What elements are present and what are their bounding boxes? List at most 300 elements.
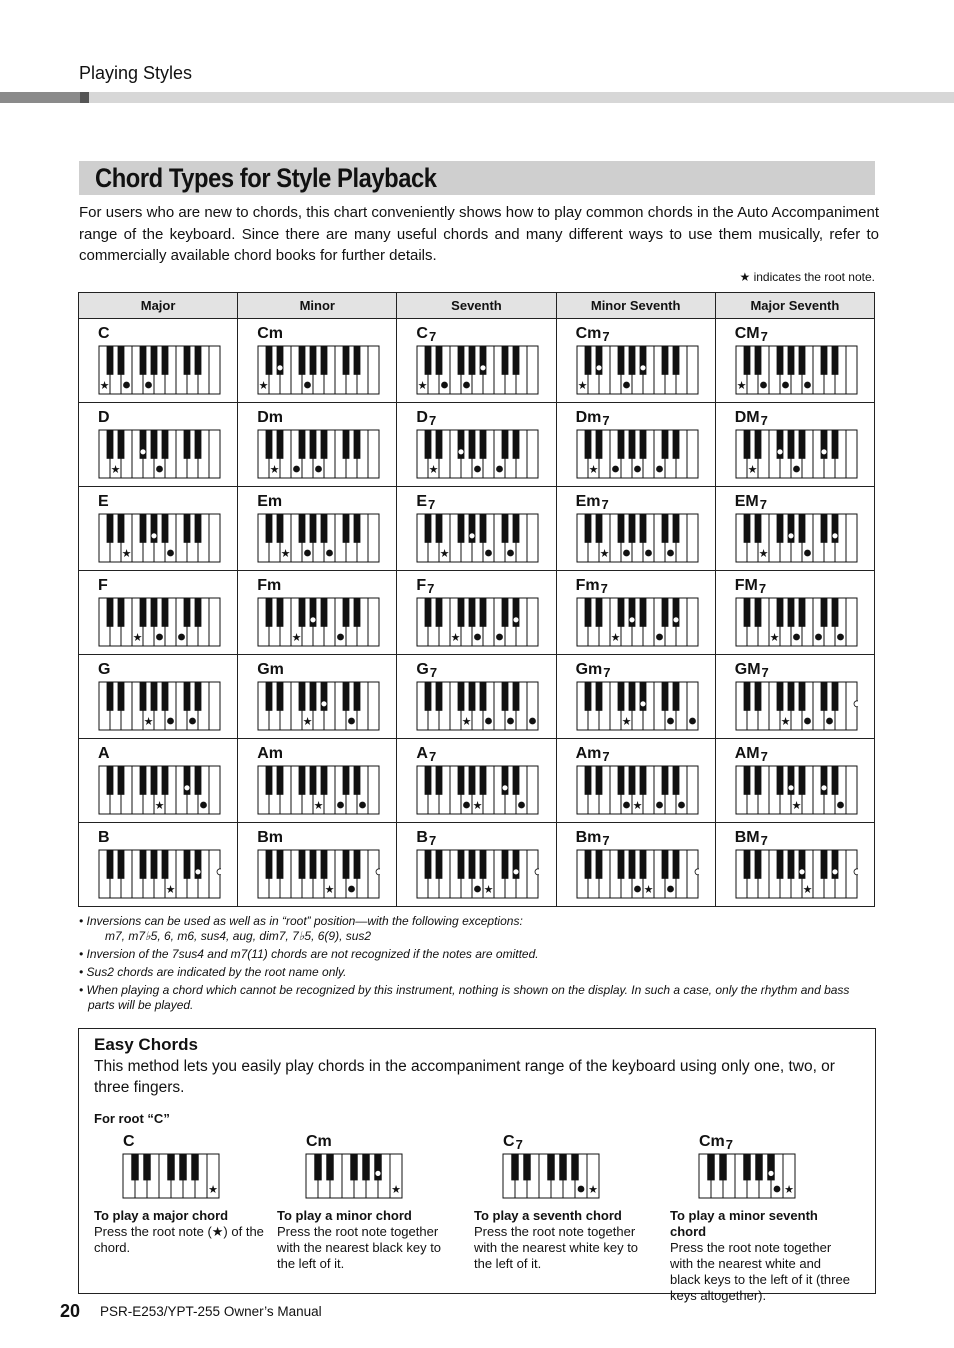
chord-keyboard xyxy=(257,513,380,568)
black-key xyxy=(787,682,794,711)
chord-name-base: DM xyxy=(734,409,760,426)
chord-keyboard xyxy=(735,429,858,484)
easy-chord-heading: To play a seventh chord xyxy=(474,1208,622,1223)
chord-keyboard xyxy=(576,849,699,904)
key-dot xyxy=(486,550,492,556)
chord-name-base: F xyxy=(98,577,108,594)
chord-cell-content xyxy=(557,571,715,654)
easy-chord-caption xyxy=(474,1208,654,1272)
black-key xyxy=(787,850,794,879)
chord-name-base: D xyxy=(416,409,428,426)
chord-name-base: Am xyxy=(257,745,283,762)
black-key xyxy=(639,766,646,795)
chord-name-suffix: 7 xyxy=(602,833,610,848)
black-key xyxy=(831,682,838,711)
chord-keyboard xyxy=(576,765,699,820)
black-key xyxy=(661,850,668,879)
black-key xyxy=(362,1154,369,1180)
black-key xyxy=(140,850,147,879)
chord-name xyxy=(576,577,608,595)
black-key xyxy=(162,850,169,879)
root-star-icon: ★ xyxy=(391,1183,401,1196)
keyboard-diagram xyxy=(735,681,858,731)
black-key xyxy=(628,766,635,795)
note-item: • Inversion of the 7sus4 and m7(11) chords are not recognized if the notes are omitted. xyxy=(79,947,539,961)
key-dot xyxy=(349,718,355,724)
key-dot xyxy=(157,466,163,472)
black-key xyxy=(595,598,602,627)
white-key xyxy=(209,598,220,646)
keyboard-diagram xyxy=(735,429,858,479)
black-key xyxy=(628,430,635,459)
chord-cell-content xyxy=(397,655,555,738)
black-key xyxy=(343,514,350,543)
chord-cell xyxy=(556,319,715,403)
chord-name xyxy=(257,661,285,679)
chord-cell-content xyxy=(557,319,715,402)
key-dot xyxy=(168,718,174,724)
black-key xyxy=(798,598,805,627)
root-star-icon: ★ xyxy=(621,715,631,728)
key-dot xyxy=(760,382,766,388)
chord-cell-content xyxy=(79,487,237,570)
black-key xyxy=(502,598,509,627)
black-key xyxy=(595,430,602,459)
black-key xyxy=(559,1154,566,1180)
chord-cell-content xyxy=(238,487,396,570)
black-key xyxy=(776,850,783,879)
chord-row xyxy=(79,403,875,487)
keyboard-diagram xyxy=(98,849,221,899)
chord-cell-content xyxy=(238,319,396,402)
key-dot xyxy=(656,634,662,640)
keyboard-diagram xyxy=(98,681,221,731)
black-key xyxy=(776,766,783,795)
black-key xyxy=(776,598,783,627)
chord-keyboard xyxy=(98,849,221,904)
black-key xyxy=(354,682,361,711)
chord-cell-content xyxy=(557,823,715,906)
key-dot xyxy=(640,365,646,371)
black-key xyxy=(469,598,476,627)
chord-name-base: EM xyxy=(734,493,759,510)
chord-keyboard xyxy=(576,597,699,652)
key-dot xyxy=(530,718,536,724)
chord-keyboard xyxy=(576,513,699,568)
chord-cell xyxy=(715,655,874,739)
key-dot xyxy=(277,365,283,371)
black-key xyxy=(511,1154,518,1180)
chord-name xyxy=(257,325,284,343)
easy-chord-keyboard xyxy=(122,1153,220,1204)
chord-name xyxy=(416,493,435,511)
chord-name-suffix: 7 xyxy=(759,497,767,512)
chord-cell-content xyxy=(79,571,237,654)
black-key xyxy=(617,514,624,543)
chord-name xyxy=(257,745,284,763)
chord-cell-content xyxy=(716,319,874,402)
root-star-icon: ★ xyxy=(483,883,494,896)
key-dot xyxy=(804,550,810,556)
black-key xyxy=(195,766,202,795)
chord-cell xyxy=(397,319,556,403)
root-star-icon: ★ xyxy=(99,379,110,392)
black-key xyxy=(354,850,361,879)
black-key xyxy=(425,346,432,375)
black-key xyxy=(321,430,328,459)
black-key xyxy=(191,1154,198,1180)
black-key xyxy=(151,346,158,375)
chord-name xyxy=(416,661,437,679)
chord-cell-content xyxy=(238,403,396,486)
chord-name-suffix: 7 xyxy=(602,329,610,344)
black-key xyxy=(754,346,761,375)
key-dot xyxy=(596,365,602,371)
keyboard-diagram xyxy=(502,1153,600,1199)
white-key xyxy=(209,430,220,478)
black-key xyxy=(672,682,679,711)
chord-name-base: CM xyxy=(734,325,760,342)
root-star-icon: ★ xyxy=(280,547,291,560)
black-key xyxy=(299,682,306,711)
chord-cell xyxy=(556,403,715,487)
easy-chord-text: Press the root note together with the nearest black key to the left of it. xyxy=(277,1224,442,1271)
easy-chord-caption xyxy=(94,1208,274,1256)
black-key xyxy=(321,850,328,879)
keyboard-diagram xyxy=(416,765,539,815)
keyboard-diagram xyxy=(576,765,699,815)
key-dot xyxy=(217,869,221,875)
black-key xyxy=(118,850,125,879)
black-key xyxy=(184,598,191,627)
key-dot xyxy=(338,802,344,808)
easy-chord-name-base: Cm xyxy=(306,1133,332,1150)
chord-name-suffix: 7 xyxy=(428,497,436,512)
black-key xyxy=(719,1154,726,1180)
white-key xyxy=(368,430,379,478)
note-item: • Sus2 chords are indicated by the root name only. xyxy=(79,965,347,979)
black-key xyxy=(661,514,668,543)
chord-cell xyxy=(715,319,874,403)
black-key xyxy=(480,682,487,711)
black-key xyxy=(184,346,191,375)
black-key xyxy=(502,682,509,711)
key-dot xyxy=(793,634,799,640)
black-key xyxy=(436,346,443,375)
key-dot xyxy=(634,466,640,472)
black-key xyxy=(326,1154,333,1180)
black-key xyxy=(195,430,202,459)
black-key xyxy=(310,766,317,795)
black-key xyxy=(140,598,147,627)
black-key xyxy=(672,514,679,543)
easy-chord-heading: To play a minor seventh chord xyxy=(670,1208,818,1239)
root-star-icon: ★ xyxy=(450,631,461,644)
key-dot xyxy=(804,718,810,724)
key-dot xyxy=(623,382,629,388)
key-dot xyxy=(804,382,810,388)
chord-keyboard xyxy=(98,597,221,652)
section-title: Playing Styles xyxy=(79,63,193,83)
black-key xyxy=(469,346,476,375)
root-star-icon: ★ xyxy=(472,799,483,812)
black-key xyxy=(350,1154,357,1180)
key-dot xyxy=(360,802,366,808)
black-key xyxy=(107,430,114,459)
black-key xyxy=(266,682,273,711)
black-key xyxy=(162,682,169,711)
root-star-icon: ★ xyxy=(736,379,747,392)
black-key xyxy=(162,598,169,627)
key-dot xyxy=(294,466,300,472)
black-key xyxy=(179,1154,186,1180)
black-key xyxy=(343,850,350,879)
easy-chord-keyboard xyxy=(502,1153,600,1204)
black-key xyxy=(743,598,750,627)
chord-name xyxy=(98,577,109,595)
easy-chord-name-base: C xyxy=(123,1133,135,1150)
key-dot xyxy=(508,550,514,556)
keyboard-diagram xyxy=(257,849,380,899)
chord-keyboard xyxy=(416,597,539,652)
chord-name-base: Am xyxy=(575,745,602,762)
key-dot xyxy=(629,617,635,623)
black-key xyxy=(277,766,284,795)
chord-cell xyxy=(397,487,556,571)
keyboard-diagram xyxy=(576,597,699,647)
key-dot xyxy=(497,634,503,640)
chord-cell-content xyxy=(238,739,396,822)
chord-cell xyxy=(79,655,238,739)
black-key xyxy=(584,514,591,543)
chord-keyboard xyxy=(735,681,858,736)
chord-name xyxy=(257,577,282,595)
black-key xyxy=(595,682,602,711)
black-key xyxy=(584,598,591,627)
root-star-icon: ★ xyxy=(110,463,121,476)
chord-name xyxy=(416,409,436,427)
chord-name xyxy=(257,493,283,511)
chord-cell xyxy=(238,319,397,403)
white-key xyxy=(527,430,538,478)
keyboard-diagram xyxy=(122,1153,220,1199)
white-key xyxy=(209,682,220,730)
keyboard-diagram xyxy=(98,345,221,395)
chord-name-base: G xyxy=(98,661,111,678)
white-key xyxy=(846,346,857,394)
chord-name xyxy=(576,493,609,511)
black-key xyxy=(354,430,361,459)
chord-cell-content xyxy=(238,655,396,738)
black-key xyxy=(743,514,750,543)
key-dot xyxy=(442,382,448,388)
black-key xyxy=(754,598,761,627)
chord-cell-content xyxy=(397,319,555,402)
root-star-icon: ★ xyxy=(802,883,813,896)
chord-cell-content xyxy=(716,739,874,822)
black-key xyxy=(195,346,202,375)
key-dot xyxy=(480,365,486,371)
black-key xyxy=(798,430,805,459)
black-key xyxy=(584,430,591,459)
black-key xyxy=(140,514,147,543)
chord-name-suffix: 7 xyxy=(761,665,769,680)
chord-cell-content xyxy=(238,571,396,654)
easy-chord-text: Press the root note (★) of the chord. xyxy=(94,1224,264,1255)
black-key xyxy=(266,346,273,375)
key-dot xyxy=(464,382,470,388)
black-key xyxy=(617,430,624,459)
key-dot xyxy=(475,886,481,892)
black-key xyxy=(354,514,361,543)
black-key xyxy=(321,514,328,543)
chord-name-suffix: 7 xyxy=(429,665,438,680)
easy-chord-name-base: C xyxy=(503,1133,515,1150)
black-key xyxy=(513,346,520,375)
chord-cell-content xyxy=(79,823,237,906)
key-dot xyxy=(689,718,695,724)
keyboard-diagram xyxy=(257,513,380,563)
chord-name xyxy=(735,829,768,847)
chord-row xyxy=(79,655,875,739)
root-star-icon: ★ xyxy=(258,379,269,392)
easy-chord-keyboard xyxy=(698,1153,796,1204)
black-key xyxy=(502,346,509,375)
black-key xyxy=(107,598,114,627)
chord-keyboard xyxy=(98,681,221,736)
chord-cell xyxy=(238,823,397,907)
chord-name xyxy=(98,325,111,343)
chord-name xyxy=(98,661,111,679)
key-dot xyxy=(612,466,618,472)
key-dot xyxy=(201,802,207,808)
chord-name xyxy=(98,745,111,763)
chord-name-base: Gm xyxy=(257,661,284,678)
black-key xyxy=(343,346,350,375)
black-key xyxy=(776,346,783,375)
black-key xyxy=(151,682,158,711)
chord-cell-content xyxy=(557,655,715,738)
header-rule xyxy=(0,92,954,103)
root-star-icon: ★ xyxy=(269,463,280,476)
chord-name-base: C xyxy=(98,325,110,342)
black-key xyxy=(743,850,750,879)
key-dot xyxy=(375,1170,381,1176)
white-key xyxy=(846,766,857,814)
chord-name xyxy=(416,745,436,763)
black-key xyxy=(184,514,191,543)
chord-cell-content xyxy=(397,487,555,570)
black-key xyxy=(628,346,635,375)
root-star-icon: ★ xyxy=(791,799,802,812)
header-major: Major xyxy=(79,293,238,319)
black-key xyxy=(661,430,668,459)
chord-name-suffix: 7 xyxy=(600,581,608,596)
root-star-icon: ★ xyxy=(324,883,335,896)
chord-keyboard xyxy=(735,345,858,400)
root-star-icon: ★ xyxy=(780,715,791,728)
black-key xyxy=(310,430,317,459)
key-dot xyxy=(640,701,646,707)
chord-keyboard xyxy=(576,681,699,736)
key-dot xyxy=(168,550,174,556)
black-key xyxy=(299,514,306,543)
root-star-icon: ★ xyxy=(588,1183,598,1196)
black-key xyxy=(118,682,125,711)
chord-name-base: A xyxy=(416,745,428,762)
chord-name-base: Cm xyxy=(575,325,602,342)
black-key xyxy=(820,682,827,711)
black-key xyxy=(458,682,465,711)
keyboard-diagram xyxy=(735,597,858,647)
key-dot xyxy=(667,550,673,556)
chord-name xyxy=(576,745,610,763)
black-key xyxy=(502,430,509,459)
chord-cell xyxy=(397,403,556,487)
chord-cell xyxy=(79,739,238,823)
chord-table xyxy=(78,292,875,907)
chord-cell xyxy=(238,487,397,571)
chord-name xyxy=(98,829,111,847)
black-key xyxy=(458,346,465,375)
black-key xyxy=(425,682,432,711)
black-key xyxy=(754,514,761,543)
chord-cell-content xyxy=(557,739,715,822)
black-key xyxy=(343,766,350,795)
key-dot xyxy=(195,869,201,875)
chord-keyboard xyxy=(735,597,858,652)
chord-cell-content xyxy=(716,403,874,486)
chord-keyboard xyxy=(416,849,539,904)
keyboard-diagram xyxy=(576,513,699,563)
black-key xyxy=(787,346,794,375)
black-key xyxy=(480,430,487,459)
root-star-icon: ★ xyxy=(599,547,609,560)
keyboard-diagram xyxy=(735,513,858,563)
key-dot xyxy=(634,886,640,892)
easy-chord-caption xyxy=(277,1208,457,1272)
black-key xyxy=(314,1154,321,1180)
easy-chords-title: Easy Chords xyxy=(94,1035,198,1054)
black-key xyxy=(425,598,432,627)
black-key xyxy=(436,850,443,879)
chord-name xyxy=(416,325,436,343)
black-key xyxy=(458,514,465,543)
chord-cell-content xyxy=(716,655,874,738)
intro-paragraph: For users who are new to chords, this chart conveniently shows how to play common chords in the Auto Accompaniment range of the keyboard. Since there are many useful chords and many different ways to use them musically, refer to commercially available chord books for further details. xyxy=(79,204,879,264)
black-key xyxy=(831,598,838,627)
chord-name-base: Fm xyxy=(575,577,600,594)
chord-name-base: Bm xyxy=(257,829,283,846)
white-key xyxy=(846,598,857,646)
chord-name xyxy=(735,493,767,511)
key-dot xyxy=(513,869,519,875)
key-dot xyxy=(519,802,525,808)
white-key xyxy=(527,514,538,562)
chord-keyboard xyxy=(576,345,699,400)
chord-cell xyxy=(238,655,397,739)
chord-name-base: Fm xyxy=(257,577,282,594)
black-key xyxy=(672,430,679,459)
key-dot xyxy=(656,802,662,808)
chord-cell-content xyxy=(79,403,237,486)
chord-cell xyxy=(556,571,715,655)
chord-name xyxy=(735,325,768,343)
key-dot xyxy=(768,1170,774,1176)
white-key xyxy=(209,766,220,814)
black-key xyxy=(425,850,432,879)
chord-cell-content xyxy=(557,403,715,486)
